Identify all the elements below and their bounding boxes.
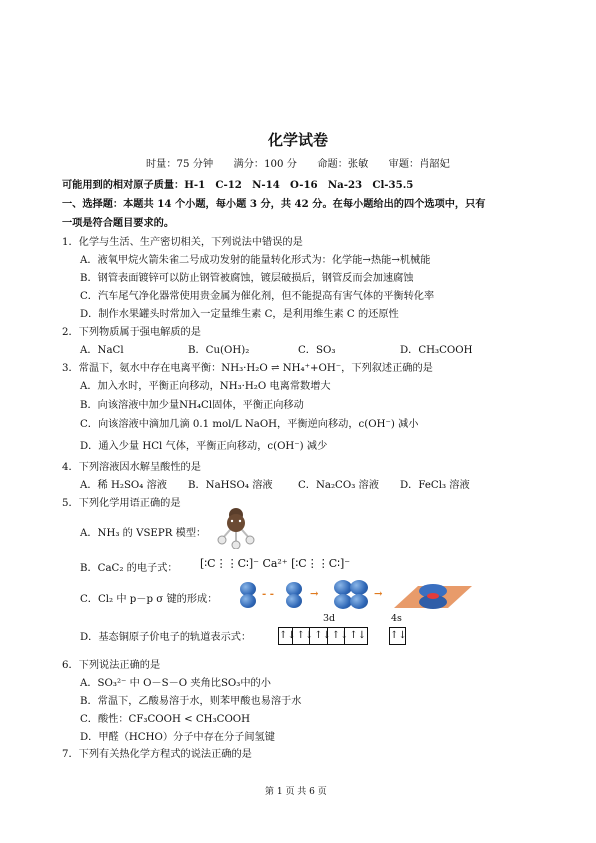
- orbital-3d-3: ↑↓: [314, 628, 328, 644]
- question-1-option-b: B．钢管表面镀锌可以防止钢管被腐蚀，镀层破损后，钢管反而会加速腐蚀: [80, 273, 414, 284]
- question-6-stem: 6．下列说法正确的是: [62, 660, 161, 671]
- page-footer: 第 1 页 共 6 页: [265, 787, 327, 797]
- question-4-option-c: C．Na₂CO₃ 溶液: [298, 480, 379, 491]
- question-7-stem: 7．下列有关热化学方程式的说法正确的是: [62, 749, 252, 760]
- question-4-stem: 4．下列溶液因水解呈酸性的是: [62, 462, 201, 473]
- nh3-vsepr-model-image: [212, 505, 256, 549]
- section-heading-cont: 一项是符合题目要求的。: [62, 217, 175, 229]
- question-3-option-c: C．向该溶液中滴加几滴 0.1 mol/L NaOH，平衡逆向移动，c(OH⁻) 减小: [80, 419, 419, 430]
- question-4-option-d: D．FeCl₃ 溶液: [400, 480, 470, 491]
- question-2-stem: 2．下列物质属于强电解质的是: [62, 327, 201, 338]
- question-1-option-a: A．液氧甲烷火箭朱雀二号成功发射的能量转化形式为：化学能→热能→机械能: [80, 255, 431, 266]
- question-3-option-b: B．向该溶液中加少量NH₄Cl固体，平衡正向移动: [80, 400, 304, 411]
- orbital-box-3d: [278, 627, 368, 645]
- question-4-option-a: A．稀 H₂SO₄ 溶液: [80, 480, 167, 491]
- question-5-option-b: B．CaC₂ 的电子式：: [80, 563, 178, 574]
- question-2-option-b: B．Cu(OH)₂: [188, 345, 250, 356]
- sigma-bond-diagram: - - → →: [236, 578, 476, 612]
- question-2-option-a: A．NaCl: [80, 345, 124, 356]
- question-2-option-c: C．SO₃: [298, 345, 336, 356]
- orbital-3d-1: ↑↓: [279, 628, 293, 644]
- exam-meta: 时量：75 分钟 满分：100 分 命题：张敏 审题：肖韶妃: [146, 159, 450, 170]
- section-heading: 一、选择题：本题共 14 个小题，每小题 3 分，共 42 分。在每小题给出的四个选项中，只有: [62, 198, 486, 210]
- question-6-option-c: C．酸性：CF₃COOH < CH₃COOH: [80, 714, 251, 725]
- question-6-option-b: B．常温下，乙酸易溶于水，则苯甲酸也易溶于水: [80, 696, 302, 707]
- page-title: 化学试卷: [268, 131, 329, 149]
- question-5-option-d: D．基态铜原子价电子的轨道表示式：: [80, 632, 252, 643]
- question-1-stem: 1．化学与生活、生产密切相关，下列说法中错误的是: [62, 237, 303, 248]
- question-5-option-a: A．NH₃ 的 VSEPR 模型：: [80, 528, 207, 539]
- orbital-3d-4: ↑↓: [332, 628, 346, 644]
- question-5-stem: 5．下列化学用语正确的是: [62, 498, 181, 509]
- orbital-box-4s: [389, 627, 406, 645]
- orbital-3d-5: ↑↓: [349, 630, 367, 641]
- question-3-stem: 3．常温下，氨水中存在电离平衡：NH₃·H₂O ⇌ NH₄⁺+OH⁻，下列叙述正确的是: [62, 363, 433, 374]
- question-3-option-a: A．加入水时，平衡正向移动，NH₃·H₂O 电离常数增大: [80, 381, 331, 392]
- question-5-option-c: C．Cl₂ 中 p－p σ 键的形成：: [80, 594, 218, 605]
- orbital-4s-1: ↑↓: [390, 630, 407, 641]
- question-4-option-b: B．NaHSO₄ 溶液: [188, 480, 273, 491]
- cac2-electron-formula: [∶C⋮⋮C∶]⁻ Ca²⁺ [∶C⋮⋮C∶]⁻: [200, 557, 351, 570]
- atomic-masses: 可能用到的相对原子质量：H-1 C-12 N-14 O-16 Na-23 Cl-35.5: [62, 179, 414, 191]
- question-3-option-d: D．通入少量 HCl 气体，平衡正向移动，c(OH⁻) 减少: [80, 441, 328, 452]
- orbital-3d-2: ↑↓: [297, 628, 311, 644]
- orbital-label-3d: 3d: [323, 613, 336, 624]
- orbital-label-4s: 4s: [391, 613, 402, 624]
- question-6-option-a: A．SO₃²⁻ 中 O－S－O 夹角比SO₃中的小: [80, 678, 271, 689]
- question-6-option-d: D．甲醛（HCHO）分子中存在分子间氢键: [80, 732, 275, 743]
- question-1-option-c: C．汽车尾气净化器常使用贵金属为催化剂，但不能提高有害气体的平衡转化率: [80, 291, 435, 302]
- question-1-option-d: D．制作水果罐头时常加入一定量维生素 C，是利用维生素 C 的还原性: [80, 309, 399, 320]
- question-2-option-d: D．CH₃COOH: [400, 345, 473, 356]
